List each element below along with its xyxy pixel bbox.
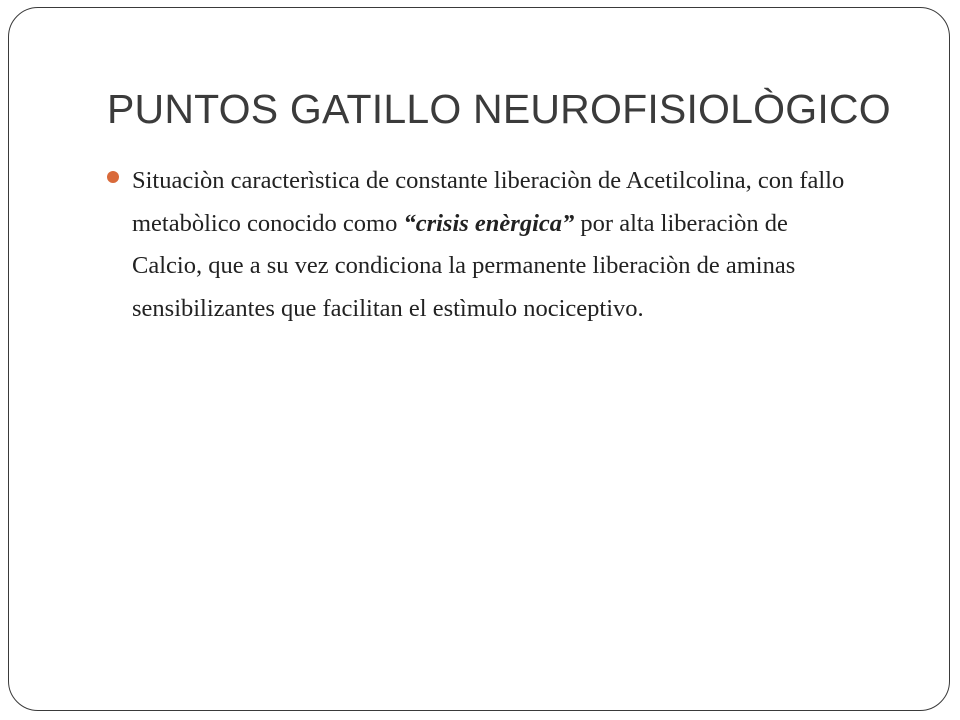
slide-content [107, 160, 847, 330]
bullet-item [107, 160, 847, 330]
slide-title: PUNTOS GATILLO NEUROFISIOLÒGICO [107, 86, 891, 132]
bullet-text [132, 160, 847, 330]
bullet-text-before: Situaciòn caracterìstica de constante liberaciòn de Acetilcolina, con fallo metabòlico conocido como [132, 167, 845, 237]
bullet-emphasis: “crisis enèrgica” [403, 209, 575, 237]
bullet-text-after: por alta liberaciòn de Calcio, que a su vez condiciona la permanente liberaciòn de aminas sensibilizantes que facilitan el estìmulo nociceptivo. [132, 209, 796, 322]
bullet-dot-icon [107, 171, 119, 183]
